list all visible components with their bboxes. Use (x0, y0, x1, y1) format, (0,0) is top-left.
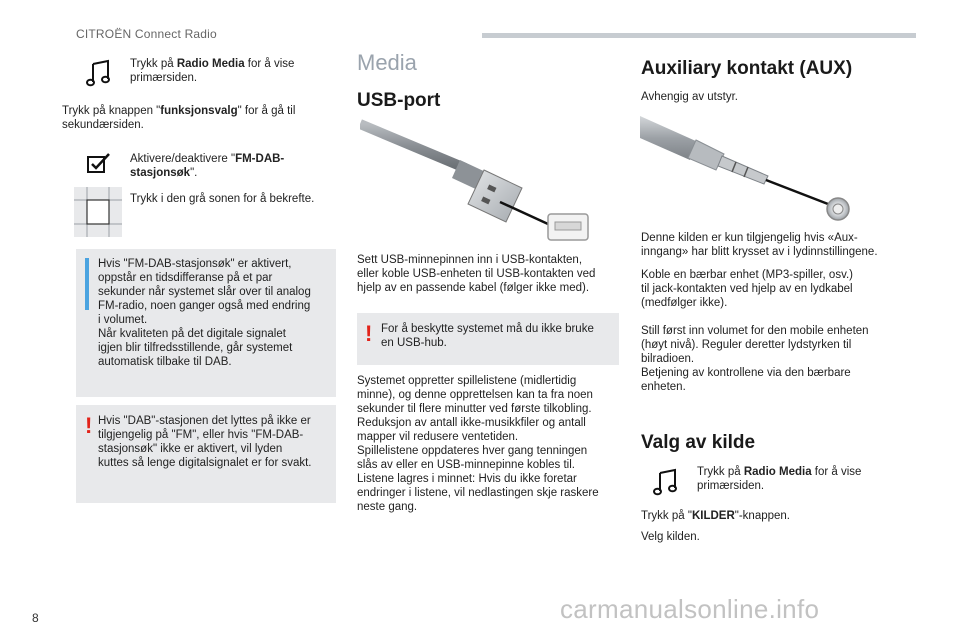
aux-para3: Still først inn volumet for den mobile enheten (høyt nivå). Reguler deretter lydstyrken til bilradioen. Betjening av kontrollene via den bærbare enheten. (641, 325, 869, 393)
warning-icon: ! (85, 413, 93, 438)
left-step1: Trykk på Radio Media for å vise primærsiden. (130, 58, 295, 84)
usb-para1: Sett USB-minnepinnen inn i USB-kontakten, eller koble USB-enheten til USB-kontakten ved hjelp av en passende kabel (følger ikke med). (357, 254, 596, 294)
warning-box-text: Hvis "DAB"-stasjonen det lyttes på ikke er tilgjengelig på "FM", eller hvis "FM-DAB- stasjonsøk" ikke er aktivert, vil lyden kuttes så lenge digitalsignalet er for svakt. (98, 415, 312, 469)
header-bar (482, 33, 916, 38)
info-box-text: Hvis "FM-DAB-stasjonsøk" er aktivert, oppstår en tidsdifferanse på et par sekunder når systemet slår over til analog FM-radio, noen ganger også med endring i volumet. Når kvaliteten på det digitale signalet igjen blir tilfredsstillende, går systemet automatisk tilbake til DAB. (98, 258, 311, 368)
left-step3: Aktivere/deaktivere "FM-DAB-stasjonsøk". (130, 153, 285, 179)
aux-intro: Avhengig av utstyr. (641, 91, 738, 103)
aux-jack-illustration (640, 112, 860, 226)
media-heading: Media (357, 50, 417, 75)
usb-warning-box (357, 313, 619, 365)
music-note-icon (653, 467, 679, 501)
source-select-heading: Valg av kilde (641, 432, 756, 453)
warning-box (76, 405, 336, 503)
usb-cable-illustration (360, 118, 592, 246)
info-box (76, 249, 336, 397)
aux-para1: Denne kilden er kun tilgjengelig hvis «Aux- inngang» har blitt krysset av i lydinnstillingene. (641, 232, 878, 258)
source-step1: Trykk på Radio Media for å vise primærsiden. (697, 466, 862, 492)
left-step2: Trykk på knappen "funksjonsvalg" for å gå til sekundærsiden. (62, 105, 296, 131)
page-number: 8 (32, 611, 39, 625)
header-title: CITROËN Connect Radio (76, 27, 217, 41)
aux-heading: Auxiliary kontakt (AUX) (641, 58, 853, 79)
music-note-icon (86, 58, 112, 92)
watermark: carmanualsonline.info (560, 594, 820, 624)
usb-port-heading: USB-port (357, 90, 441, 111)
source-step2: Trykk på "KILDER"-knappen. (641, 510, 790, 522)
grey-zone-icon (74, 187, 122, 241)
checkbox-checked-icon (87, 152, 111, 178)
usb-para2: Systemet oppretter spillelistene (midlertidig minne), og denne opprettelsen kan ta fra noen sekunder til flere minutter ved første tilkobling. Reduksjon av antall ikke-musikkfiler og antall mapper vil redusere ventetiden. Spillelistene oppdateres hver gang tenningen slås av eller en USB-minnepinne kobles til. Listene lagres i minnet: Hvis du ikke foretar endringer i listene, vil nedlastingen skje raskere neste gang. (357, 375, 599, 513)
source-step3: Velg kilden. (641, 531, 700, 543)
usb-warning-text: For å beskytte systemet må du ikke bruke en USB-hub. (381, 323, 594, 349)
info-icon (85, 258, 89, 310)
warning-icon: ! (365, 321, 373, 346)
aux-para2: Koble en bærbar enhet (MP3-spiller, osv.) til jack-kontakten ved hjelp av en lydkabel (medfølger ikke). (641, 269, 853, 309)
left-step4: Trykk i den grå sonen for å bekrefte. (130, 193, 315, 205)
